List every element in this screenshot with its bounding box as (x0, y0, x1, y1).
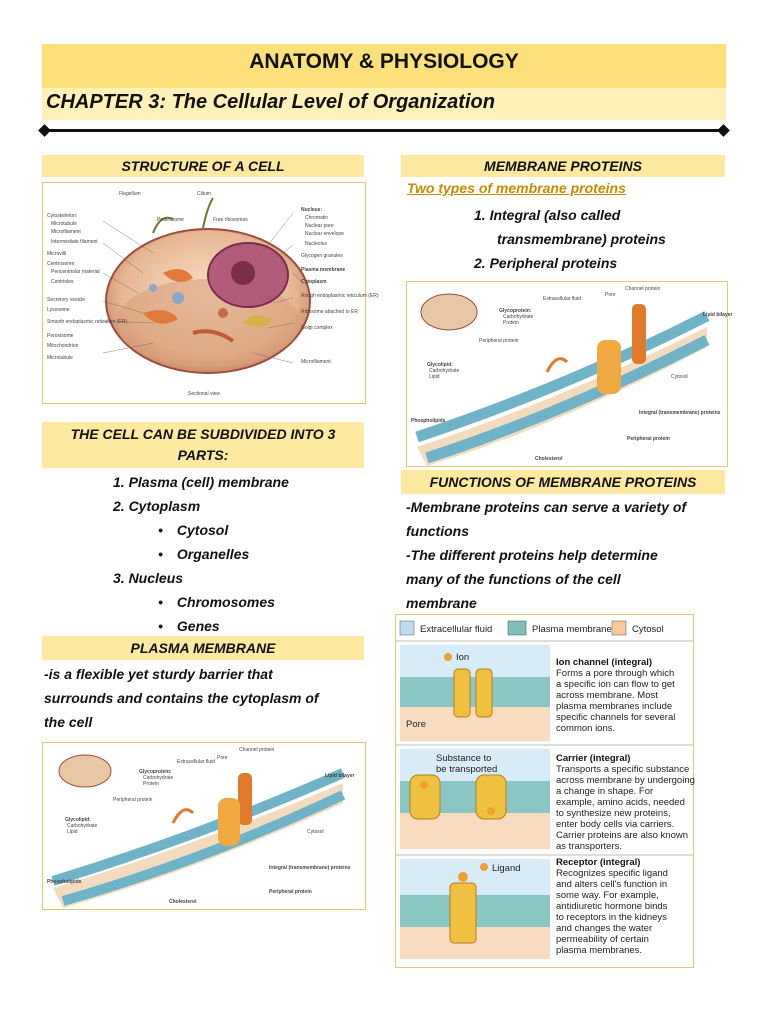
receptor-desc: to receptors in the kidneys (556, 912, 667, 923)
mem-label: Integral (transmembrane) proteins (269, 865, 351, 871)
mem-label: Peripheral protein (627, 436, 670, 442)
receptor-desc: some way. For example, (556, 890, 659, 901)
mem-label: Phospholipids (411, 418, 446, 424)
membrane-proteins-heading: MEMBRANE PROTEINS (401, 155, 725, 177)
part-3-bullet-1: • Chromosomes (158, 594, 275, 610)
cell-label: Nucleolus (305, 241, 327, 247)
functions-illustration (396, 615, 693, 967)
functions-text-2: functions (406, 523, 469, 539)
divider-diamond-left (38, 124, 51, 137)
functions-figure (395, 614, 694, 968)
subdivide-heading (42, 424, 364, 466)
mem-label: Cholesterol (169, 899, 197, 905)
carrier-desc: example, amino acids, needed (556, 797, 685, 808)
part-3-bullet-2: • Genes (158, 618, 220, 634)
plasma-text-1: -is a flexible yet sturdy barrier that (44, 666, 273, 682)
ion-channel-desc: common ions. (556, 723, 616, 734)
receptor-desc: plasma membranes. (556, 945, 643, 956)
mem-label: Peripheral protein (479, 338, 519, 344)
receptor-title: Receptor (integral) (556, 857, 641, 868)
receptor-desc: Recognizes specific ligand (556, 868, 668, 879)
cell-diagram (42, 182, 379, 404)
mem-label: Lipid bilayer (703, 312, 733, 318)
membrane-illustration-right (407, 282, 733, 466)
mem-label: Integral (transmembrane) proteins (639, 410, 721, 416)
mem-label: Protein (143, 781, 159, 787)
carrier-desc: Transports a specific substance (556, 764, 690, 775)
types-subheading[interactable]: Two types of membrane proteins (407, 180, 626, 196)
part-2-bullet-2-text: Organelles (176, 546, 250, 562)
cell-label: Chromatin (305, 215, 329, 221)
functions-text-1: -Membrane proteins can serve a variety of (406, 499, 687, 515)
plasma-text-3: the cell (44, 714, 93, 730)
part-2-bullet-1-text: Cytosol (176, 522, 229, 538)
cell-label: Proteasome (157, 217, 184, 223)
cell-label-cilium: Cilium (197, 191, 211, 197)
receptor-desc: and changes the water (556, 923, 653, 934)
mem-label: Carbohydrate (67, 823, 98, 829)
cell-label: Centrioles (51, 279, 74, 285)
ion-channel-pore-tag: Pore (406, 719, 427, 730)
mem-label-pore: Pore (217, 755, 228, 761)
cell-label: Microtubule (51, 221, 77, 227)
cell-label: Rough endoplasmic reticulum (ER) (301, 293, 379, 299)
mem-label: Peripheral protein (269, 889, 312, 895)
cell-label: Microfilament (51, 229, 81, 235)
divider-rule (44, 129, 724, 132)
cell-label: Nucleus: (301, 207, 323, 213)
cell-label: Nuclear envelope (305, 231, 344, 237)
membrane-diagram-right (406, 281, 733, 467)
mem-label: Cholesterol (535, 456, 563, 462)
cell-label: Peroxisome (47, 333, 74, 339)
mem-label: Glycoprotein: (139, 769, 172, 775)
cell-label: Centrosome: (47, 261, 76, 267)
legend-label-membrane: Plasma membrane (532, 624, 612, 635)
type-2: 2. Peripheral proteins (474, 255, 618, 271)
subdivide-heading-line1: THE CELL CAN BE SUBDIVIDED INTO 3 (70, 426, 336, 442)
mem-label: Carbohydrate (143, 775, 174, 781)
cell-label: Microfilament (301, 359, 331, 365)
cell-label: Intermediate filament (51, 239, 98, 245)
mem-label: Carbohydrate (429, 368, 460, 374)
receptor-desc: permeability of certain (556, 934, 649, 945)
carrier-desc: to synthesize new proteins, (556, 808, 671, 819)
receptor-tag: Ligand (492, 863, 521, 874)
mem-label: Cytosol (671, 374, 688, 380)
divider-diamond-right (717, 124, 730, 137)
mem-label: Cytosol (307, 829, 324, 835)
cell-label: Lysosome (47, 307, 70, 313)
cell-label: Cytoplasm (301, 279, 327, 285)
cell-label: Cytoskeleton: (47, 213, 78, 219)
mem-label: Lipid (67, 829, 78, 835)
part-1: 1. Plasma (cell) membrane (113, 474, 289, 490)
cell-label: Secretory vesicle (47, 297, 86, 303)
mem-label: Glycolipid: (65, 817, 91, 823)
carrier-title: Carrier (integral) (556, 753, 631, 764)
cell-label: Free ribosomes (213, 217, 248, 223)
ion-channel-desc: a specific ion can flow to get (556, 679, 675, 690)
legend-swatch-cytosol (612, 621, 626, 635)
receptor-desc: and alters cell's function in (556, 879, 668, 890)
cell-illustration (43, 183, 379, 403)
legend-label-extracellular: Extracellular fluid (420, 624, 493, 635)
chapter-title: CHAPTER 3: The Cellular Level of Organization (46, 91, 495, 113)
mem-label: Glycolipid: (427, 362, 453, 368)
cell-label: Ribosome attached to ER (301, 309, 358, 315)
functions-text-5: membrane (406, 595, 477, 611)
mem-label: Glycoprotein: (499, 308, 532, 314)
ion-channel-desc: plasma membranes include (556, 701, 673, 712)
cell-caption: Sectional view (188, 391, 220, 397)
carrier-desc: as transporters. (556, 841, 622, 852)
ion-channel-desc: Forms a pore through which (556, 668, 675, 679)
carrier-tag: Substance to (436, 753, 492, 764)
legend-swatch-membrane (508, 621, 526, 635)
cell-label: Mitochondrion (47, 343, 79, 349)
carrier-desc: Carrier proteins are also known (556, 830, 689, 841)
cell-label: Pericentriolar material (51, 269, 100, 275)
part-3-bullet-2-text: Genes (176, 618, 220, 634)
mem-label-pore: Pore (605, 292, 616, 298)
functions-heading: FUNCTIONS OF MEMBRANE PROTEINS (401, 470, 725, 494)
mem-label: Lipid bilayer (325, 773, 355, 779)
receptor-desc: antidiuretic hormone binds (556, 901, 668, 912)
mem-label: Extracellular fluid (543, 296, 582, 302)
structure-heading: STRUCTURE OF A CELL (42, 155, 364, 177)
functions-text-4: many of the functions of the cell (406, 571, 621, 587)
part-2-bullet-1: • Cytosol (158, 522, 229, 538)
plasma-text-2: surrounds and contains the cytoplasm of (44, 690, 319, 706)
cell-label: Glycogen granules (301, 253, 343, 259)
page-title: ANATOMY & PHYSIOLOGY (249, 50, 519, 73)
mem-label: Lipid (429, 374, 440, 380)
mem-label: Carbohydrate (503, 314, 534, 320)
ion-channel-desc: across membrane. Most (556, 690, 658, 701)
mem-label: Phospholipids (47, 879, 82, 885)
functions-text-3: -The different proteins help determine (406, 547, 658, 563)
cell-label: Nuclear pore (305, 223, 334, 229)
cell-label: Smooth endoplasmic reticulum (ER) (47, 319, 128, 325)
part-3-bullet-1-text: Chromosomes (176, 594, 275, 610)
cell-label: Microtubule (47, 355, 73, 361)
mem-label: Extracellular fluid (177, 759, 216, 765)
legend-swatch-extracellular (400, 621, 414, 635)
type-1-line2: transmembrane) proteins (497, 231, 666, 247)
plasma-heading: PLASMA MEMBRANE (42, 636, 364, 660)
membrane-illustration-left (43, 743, 365, 909)
carrier-desc: a change in shape. For (556, 786, 654, 797)
mem-label-channel: Channel protein (239, 747, 275, 753)
ion-channel-desc: specific channels for several (556, 712, 676, 723)
mem-label: Protein (503, 320, 519, 326)
part-2: 2. Cytoplasm (113, 498, 201, 514)
mem-label: Peripheral protein (113, 797, 153, 803)
type-1-line1: 1. Integral (also called (474, 207, 621, 223)
ion-channel-tag: Ion (456, 652, 470, 663)
carrier-tag2: be transported (436, 764, 498, 775)
mem-label-channel: Channel protein (625, 286, 661, 292)
cell-label: Plasma membrane (301, 267, 346, 273)
membrane-diagram-left (42, 742, 366, 910)
part-3: 3. Nucleus (113, 570, 184, 586)
cell-label: Golgi complex (301, 325, 333, 331)
legend-label-cytosol: Cytosol (632, 624, 664, 635)
ion-channel-title: Ion channel (integral) (556, 657, 653, 668)
cell-label: Microvilli (47, 251, 67, 257)
subdivide-heading-line2: PARTS: (177, 447, 229, 463)
cell-label-flagellum: Flagellum (119, 191, 141, 197)
carrier-desc: enter body cells via carriers. (556, 819, 675, 830)
part-2-bullet-2: • Organelles (158, 546, 250, 562)
carrier-desc: across membrane by undergoing (556, 775, 695, 786)
